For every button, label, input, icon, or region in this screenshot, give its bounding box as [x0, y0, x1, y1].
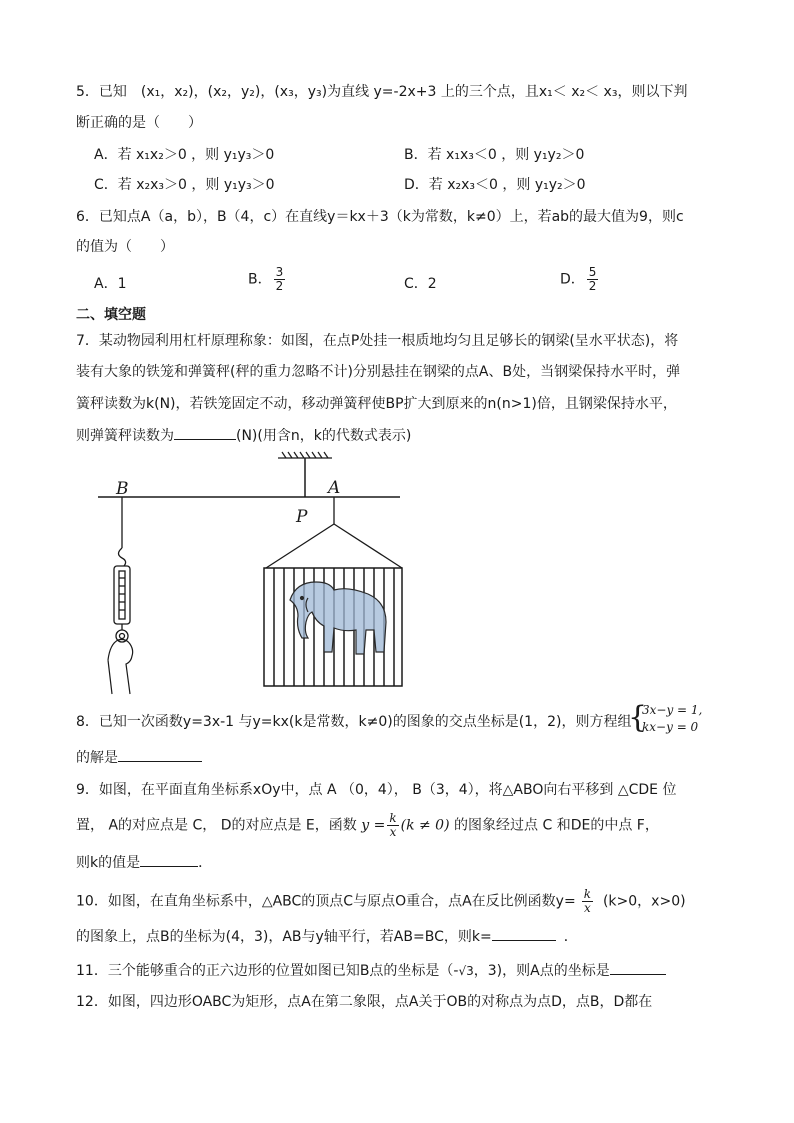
q9-stem-line2-start: 置， A的对应点是 C， D的对应点是 E，函数 [76, 817, 357, 834]
q8-system-brace: { [628, 700, 648, 735]
q5-option-a: A．若 x₁x₂＞0 ，则 y₁y₃＞0 [94, 147, 275, 163]
q9-function-y: y = [361, 817, 386, 834]
q5-option-c: C．若 x₂x₃＞0 ，则 y₁y₃＞0 [94, 177, 275, 193]
q11-stem-line1 [76, 960, 666, 981]
q11-sqrt: √3 [458, 964, 474, 978]
q6-option-b [248, 266, 287, 293]
q8-stem-line2 [76, 747, 202, 768]
q9-answer-blank[interactable] [140, 852, 198, 867]
q8-stem-line1: 8．已知一次函数y=3x-1 与y=kx(k是常数，k≠0)的图象的交点坐标是(1，2)，则方程组 [76, 714, 632, 730]
q9-stem-line2 [76, 812, 659, 839]
cage-hanger [266, 497, 402, 568]
q5-option-d: D．若 x₂x₃＜0 ，则 y₁y₂＞0 [404, 177, 586, 193]
q9-stem-line3-start: 则k的值是 [76, 855, 141, 871]
section-heading-fill-blank: 二、填空题 [76, 307, 146, 323]
q8-answer-blank[interactable] [118, 747, 202, 762]
label-p: P [296, 507, 308, 527]
q10-stem-line2 [76, 926, 578, 947]
q9-function-fraction [387, 812, 398, 839]
q6-stem-line1: 6．已知点A（a，b），B（4，c）在直线y＝kx＋3（k为常数，k≠0）上，若ab的最大值为9，则c [76, 209, 684, 225]
q10-function-fraction [582, 888, 593, 915]
q11-stem-start: 11．三个能够重合的正六边形的位置如图已知B点的坐标是（- [76, 963, 459, 979]
q6-option-b-fraction [274, 266, 286, 293]
label-a: A [328, 478, 341, 498]
q7-stem-line3: 簧秤读数为k(N)，若铁笼固定不动，移动弹簧秤使BP扩大到原来的n(n>1)倍，且钢梁保持水平， [76, 396, 677, 412]
ceiling-mount [278, 452, 332, 458]
q8-stem-line2-text: 的解是 [76, 750, 118, 766]
q6-option-c: C．2 [404, 276, 437, 292]
q9-stem-line1: 9．如图，在平面直角坐标系xOy中，点 A （0，4）， B（3，4），将△ABO向右平移到 △CDE 位 [76, 782, 677, 798]
q6-option-a: A．1 [94, 276, 127, 292]
q7-stem-line4-end: (N)(用含n，k的代数式表示) [236, 428, 412, 444]
q7-stem-line2: 装有大象的铁笼和弹簧秤(秤的重力忽略不计)分别悬挂在钢梁的点A、B处，当钢梁保持水平时，弹 [76, 364, 681, 380]
spring-scale [114, 497, 130, 642]
q11-answer-blank[interactable] [610, 960, 666, 975]
q6-stem-line2: 的值为（ ） [76, 239, 174, 255]
q10-fraction-num: k [583, 887, 591, 901]
q9-stem-line3 [76, 852, 212, 873]
q5-stem-line2: 断正确的是（ ） [76, 115, 202, 131]
q9-fraction-den: x [389, 825, 397, 839]
q9-stem-line3-end: ． [198, 855, 213, 871]
q10-stem-line1-start: 10．如图，在直角坐标系中，△ABC的顶点C与原点O重合，点A在反比例函数y= [76, 893, 576, 910]
q8-equation-2: kx−y = 0 [642, 720, 699, 734]
q9-function-condition: (k ≠ 0) [400, 817, 450, 834]
q7-answer-blank[interactable] [174, 425, 236, 440]
q7-stem-line1: 7．某动物园利用杠杆原理称象：如图，在点P处挂一根质地均匀且足够长的钢梁(呈水平状态)，将 [76, 333, 679, 349]
q6-option-d-fraction [587, 266, 599, 293]
q11-stem-end: ，3)，则A点的坐标是 [473, 963, 610, 979]
q10-stem-line1 [76, 888, 686, 915]
q6-option-d-den: 2 [588, 279, 597, 293]
q6-option-b-den: 2 [275, 279, 284, 293]
q6-option-d-prefix: D． [560, 271, 585, 288]
q5-stem-line1: 5．已知 (x₁，x₂)，(x₂，y₂)，(x₃，y₃)为直线 y=-2x+3 上的三个点，且x₁＜ x₂＜ x₃，则以下判 [76, 84, 688, 100]
q10-stem-line2-start: 的图象上，点B的坐标为(4，3)，AB与y轴平行，若AB=BC，则k= [76, 929, 492, 945]
q7-lever-figure [94, 450, 414, 698]
q10-stem-line1-end: (k>0，x>0) [602, 893, 686, 910]
q10-fraction-den: x [583, 901, 591, 915]
q6-option-d-num: 5 [588, 265, 597, 279]
label-b: B [116, 479, 129, 499]
q6-option-b-prefix: B． [248, 271, 272, 288]
q6-option-b-num: 3 [275, 265, 284, 279]
q9-stem-line2-end: 的图象经过点 C 和DE的中点 F， [454, 817, 659, 834]
q10-stem-line2-end: ． [563, 929, 578, 945]
hand [108, 640, 133, 695]
q12-stem-line1: 12．如图，四边形OABC为矩形，点A在第二象限，点A关于OB的对称点为点D，点B，D都在 [76, 994, 653, 1010]
q6-option-d [560, 266, 600, 293]
q10-answer-blank[interactable] [492, 926, 556, 941]
q9-fraction-num: k [389, 811, 397, 825]
q7-stem-line4 [76, 425, 411, 446]
q7-stem-line4-start: 则弹簧秤读数为 [76, 428, 174, 444]
q8-equation-system [628, 700, 724, 737]
q5-option-b: B．若 x₁x₃＜0 ，则 y₁y₂＞0 [404, 147, 585, 163]
q8-equation-1: 3x−y = 1, [642, 703, 703, 717]
